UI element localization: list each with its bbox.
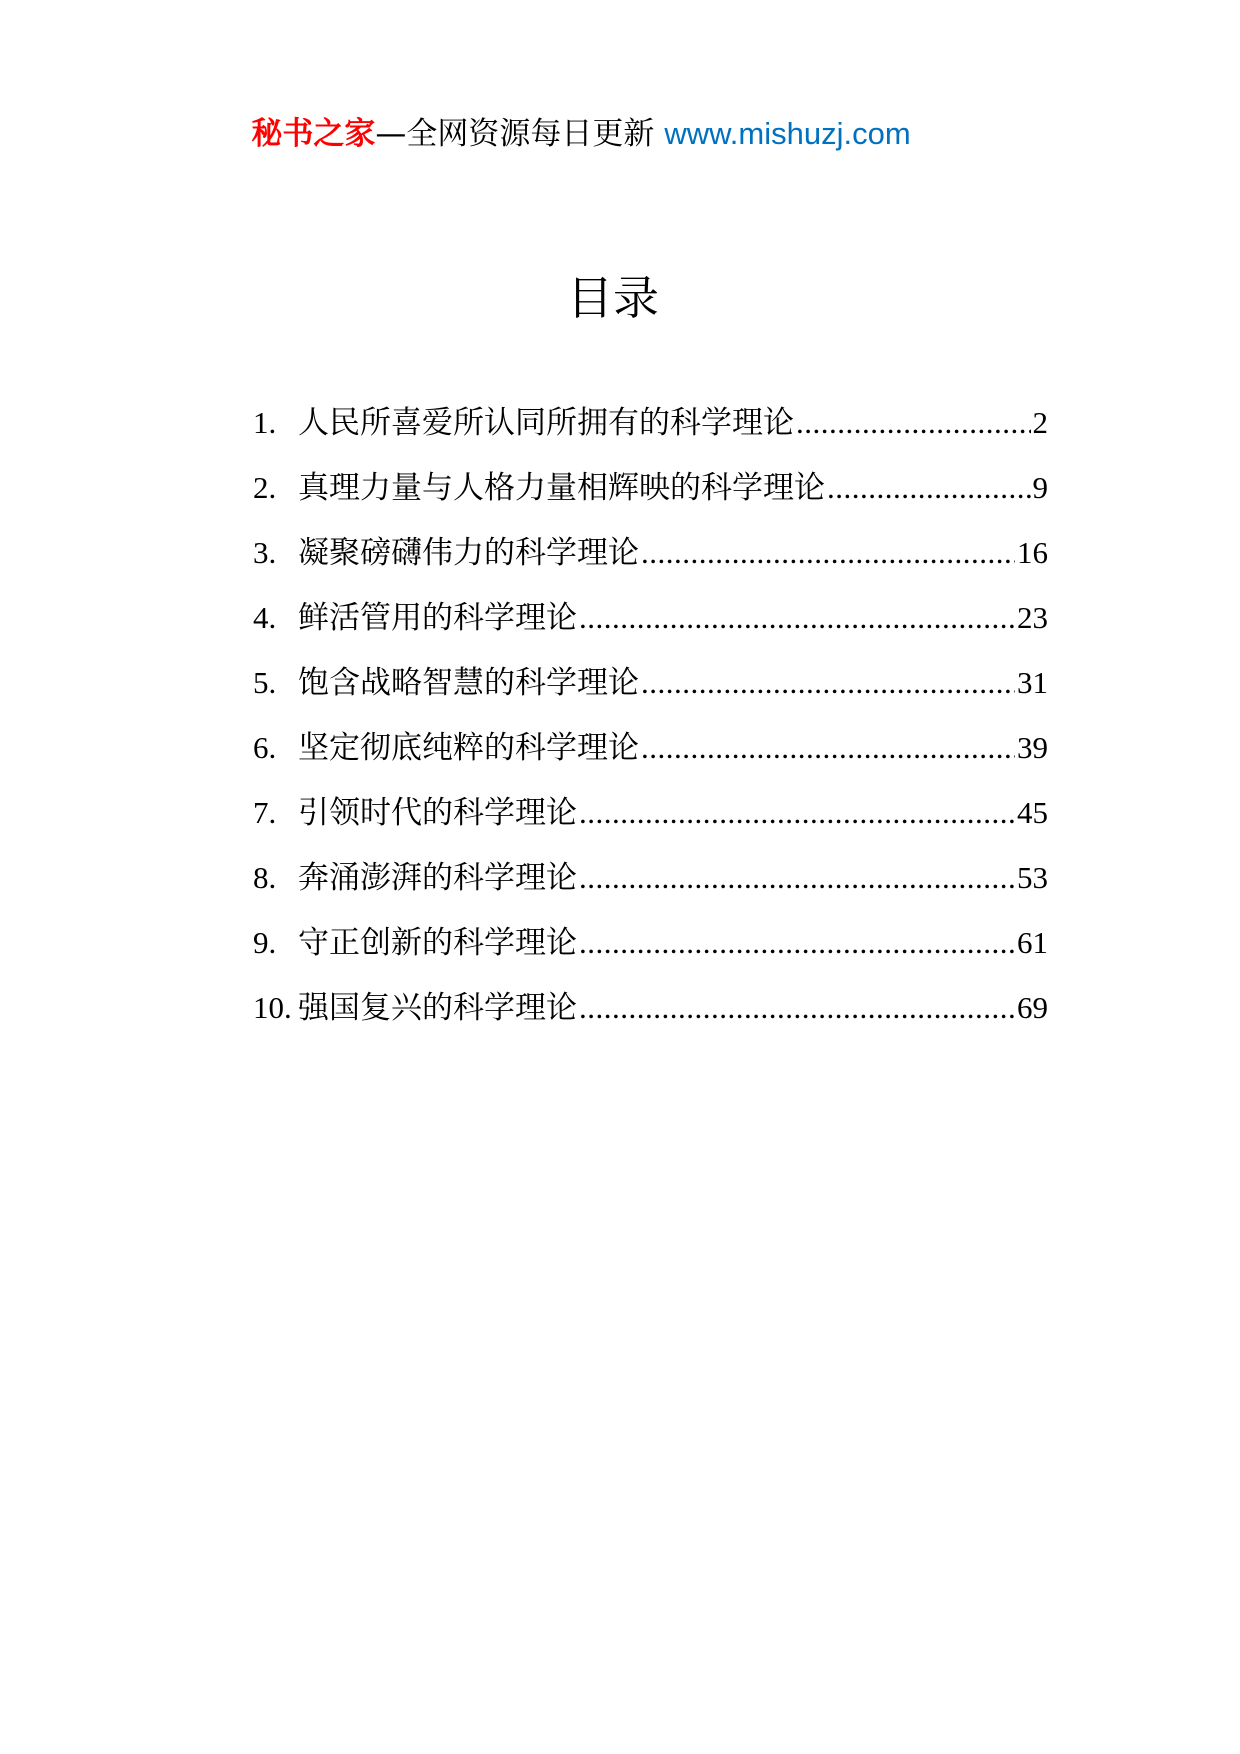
toc-item-page: 23 xyxy=(1017,600,1048,635)
toc-item-page: 2 xyxy=(1032,405,1048,440)
toc-item-number: 5. xyxy=(253,665,277,700)
toc-item-number: 1. xyxy=(253,405,277,440)
toc-item-page: 53 xyxy=(1017,860,1048,895)
site-header xyxy=(0,112,1240,156)
toc-item-page: 61 xyxy=(1017,925,1048,960)
toc-item[interactable] xyxy=(253,853,1048,918)
toc-item-title: 守正创新的科学理论 xyxy=(298,925,577,961)
toc-item-number: 7. xyxy=(253,795,277,830)
toc-dot-leader xyxy=(579,918,1015,968)
toc-item-page: 31 xyxy=(1017,665,1048,700)
toc-item-title: 真理力量与人格力量相辉映的科学理论 xyxy=(298,470,825,506)
toc-dot-leader xyxy=(641,658,1015,708)
toc-item-number: 9. xyxy=(253,925,277,960)
brand-name: 秘书之家 xyxy=(251,116,376,152)
toc-item-title: 鲜活管用的科学理论 xyxy=(298,600,577,636)
toc-dot-leader xyxy=(641,528,1015,578)
toc-item-title: 人民所喜爱所认同所拥有的科学理论 xyxy=(298,405,794,441)
toc-item-number: 3. xyxy=(253,535,277,570)
toc-item[interactable] xyxy=(253,983,1048,1048)
toc-dot-leader xyxy=(579,788,1015,838)
toc-item-number: 2. xyxy=(253,470,277,505)
toc-item-page: 16 xyxy=(1017,535,1048,570)
toc-item-title: 坚定彻底纯粹的科学理论 xyxy=(298,730,639,766)
toc-dot-leader xyxy=(579,983,1015,1033)
toc-item[interactable] xyxy=(253,788,1048,853)
toc-item-page: 69 xyxy=(1017,990,1048,1025)
toc-item-page: 45 xyxy=(1017,795,1048,830)
toc-item[interactable] xyxy=(253,918,1048,983)
toc-item[interactable] xyxy=(253,398,1048,463)
toc-item-title: 强国复兴的科学理论 xyxy=(298,990,577,1026)
toc-item[interactable] xyxy=(253,463,1048,528)
toc-item-page: 9 xyxy=(1032,470,1048,505)
site-slogan: —全网资源每日更新 xyxy=(375,116,655,152)
toc-item[interactable] xyxy=(253,658,1048,723)
toc-item-title: 引领时代的科学理论 xyxy=(298,795,577,831)
toc-item[interactable] xyxy=(253,593,1048,658)
toc-dot-leader xyxy=(579,593,1015,643)
toc-item-page: 39 xyxy=(1017,730,1048,765)
toc-dot-leader xyxy=(641,723,1015,773)
toc-item-title: 奔涌澎湃的科学理论 xyxy=(298,860,577,896)
toc-item[interactable] xyxy=(253,723,1048,788)
toc-item-number: 8. xyxy=(253,860,277,895)
toc-item-number: 4. xyxy=(253,600,277,635)
site-url-link[interactable]: www.mishuzj.com xyxy=(664,116,911,151)
toc-item-title: 饱含战略智慧的科学理论 xyxy=(298,665,639,701)
toc-item-number: 6. xyxy=(253,730,277,765)
toc-item[interactable] xyxy=(253,528,1048,593)
toc-title: 目录 xyxy=(567,271,659,325)
toc-dot-leader xyxy=(827,463,1031,513)
toc-dot-leader xyxy=(796,398,1031,448)
toc-dot-leader xyxy=(579,853,1015,903)
toc-item-title: 凝聚磅礴伟力的科学理论 xyxy=(298,535,639,571)
toc-item-number: 10. xyxy=(253,990,292,1025)
toc-list xyxy=(253,398,1048,1048)
